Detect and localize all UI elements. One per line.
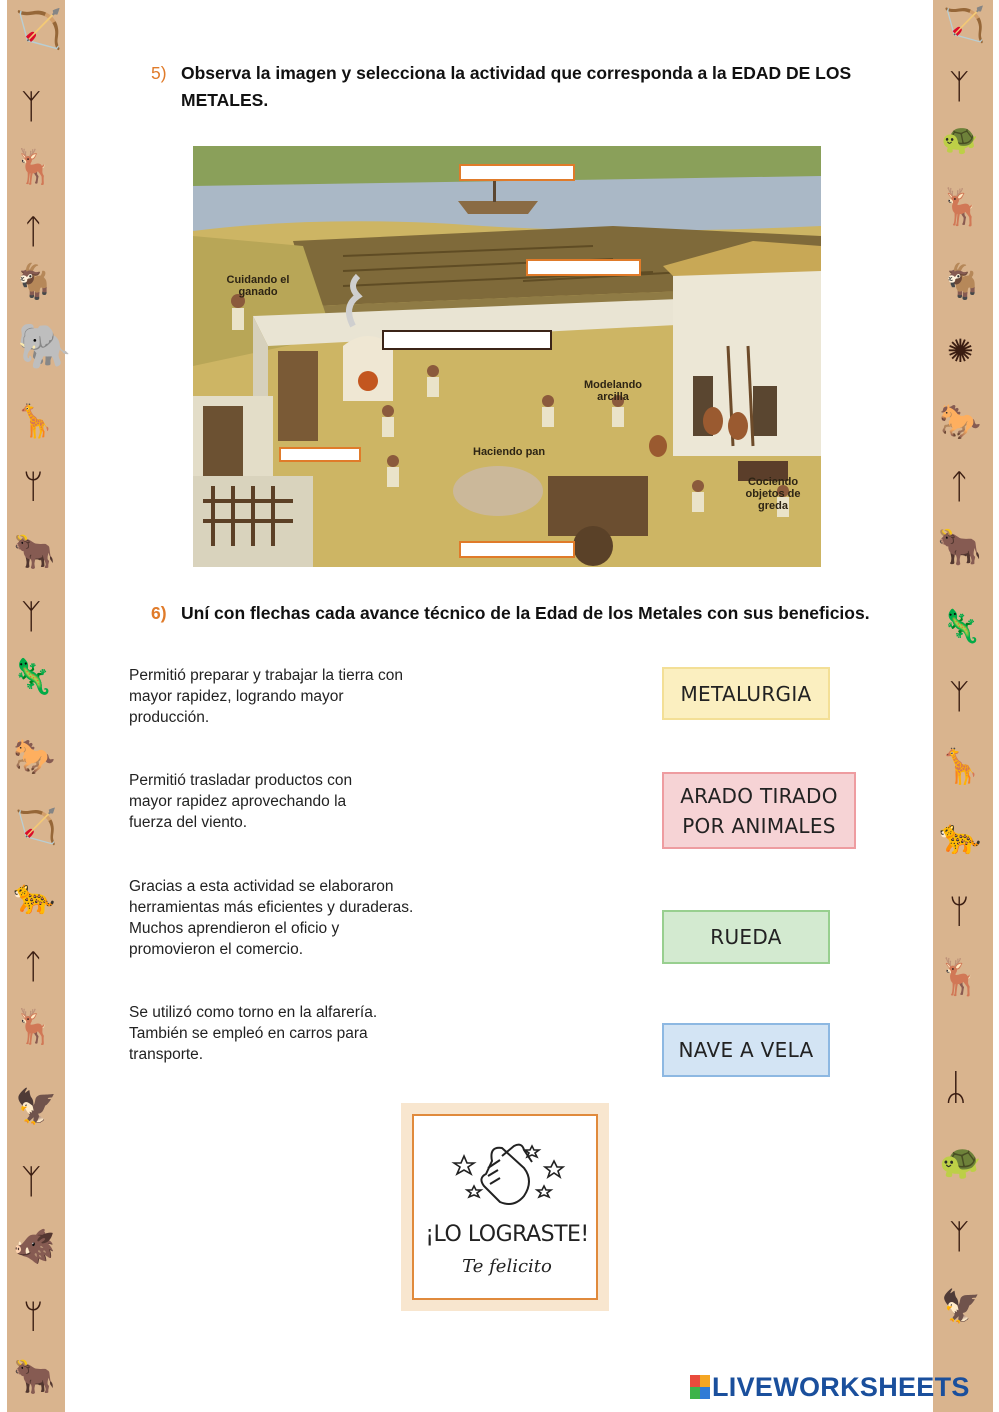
cave-animal-icon: 🐂 xyxy=(937,527,982,568)
answer-box-3[interactable] xyxy=(382,330,552,350)
cave-animal-icon: 🦒 xyxy=(15,402,55,440)
cave-bird-icon: 🦅 xyxy=(941,1287,981,1325)
cave-animal-icon: 🐂 xyxy=(13,532,56,572)
right-decorative-border xyxy=(933,0,993,1412)
liveworksheets-brand xyxy=(690,1372,970,1402)
cave-sun-icon: ✺ xyxy=(947,332,974,370)
congrats-badge-frame xyxy=(412,1114,598,1300)
tag-nave-label: NAVE A VELA xyxy=(678,1038,814,1062)
cave-mammoth-icon: 🐘 xyxy=(17,321,72,372)
tag-nave-a-vela[interactable] xyxy=(662,1023,830,1077)
cave-animal-icon: 🐆 xyxy=(939,817,982,857)
cave-figure-icon: ᛏ xyxy=(949,467,970,507)
cave-animal-icon: 🐎 xyxy=(939,402,982,442)
cave-animal-icon: 🦎 xyxy=(11,657,54,697)
cave-figure-icon: ᛉ xyxy=(949,1217,970,1257)
tag-rueda-label: RUEDA xyxy=(710,925,782,949)
cave-figure-icon: ᛉ xyxy=(21,1162,42,1202)
cave-turtle-icon: 🐢 xyxy=(941,122,979,157)
description-2: Permitió trasladar productos con mayor rapidez aprovechando la fuerza del viento. xyxy=(129,772,353,831)
cave-lizard-icon: 🦎 xyxy=(941,607,981,645)
question-5-line-1: Observa la imagen y selecciona la actividad que corresponda a la EDAD DE LOS xyxy=(181,63,852,83)
tag-arado-label-line-2: POR ANIMALES xyxy=(682,813,836,838)
description-4: Se utilizó como torno en la alfarería. También se empleó en carros para transporte. xyxy=(129,1004,378,1063)
cave-figure-icon: ᛏ xyxy=(23,212,44,252)
liveworksheets-text: LIVEWORKSHEETS xyxy=(712,1371,970,1402)
badge-sub-text: Te felicito xyxy=(462,1256,552,1277)
tag-metalurgia-label: METALURGIA xyxy=(680,681,812,706)
congrats-badge xyxy=(401,1103,609,1311)
tag-arado-tirado[interactable] xyxy=(662,772,856,849)
village-drawing xyxy=(193,146,821,567)
cave-tree-icon: ᛦ xyxy=(945,1067,967,1108)
question-5-line-2: METALES. xyxy=(181,90,269,110)
cave-figure-icon: ᛉ xyxy=(949,67,970,107)
clapping-hands-icon xyxy=(414,1116,600,1216)
label-haciendo-pan: Haciendo pan xyxy=(473,446,546,458)
cave-hunter-icon: 🏹 xyxy=(943,5,986,45)
question-5-number: 5) xyxy=(151,63,167,83)
cave-figure-icon: ᛘ xyxy=(23,467,44,507)
cave-animal-icon: 🐆 xyxy=(13,877,56,917)
label-modelando-arcilla: Modelando arcilla xyxy=(583,379,643,403)
cave-animal-icon: 🦌 xyxy=(13,1007,56,1047)
cave-animal-icon: 🦌 xyxy=(13,147,56,187)
metal-age-village-illustration xyxy=(193,146,821,567)
cave-hunter-icon: 🏹 xyxy=(15,7,63,51)
cave-animal-icon: 🐗 xyxy=(13,1227,56,1267)
cave-bird-icon: 🦅 xyxy=(15,1087,58,1127)
question-6-number: 6) xyxy=(151,603,167,623)
cave-figure-icon: ᛉ xyxy=(949,677,970,717)
cave-figure-icon: ᛉ xyxy=(21,87,42,127)
cave-animal-icon: 🦒 xyxy=(939,747,982,787)
label-cociendo-greda: Cociendo objetos de greda xyxy=(745,476,801,512)
cave-figure-icon: ᛘ xyxy=(949,892,970,932)
cave-animal-icon: 🐂 xyxy=(13,1357,56,1397)
cave-animal-icon: 🐐 xyxy=(13,262,56,302)
cave-animal-icon: 🐐 xyxy=(941,262,984,302)
answer-box-1[interactable] xyxy=(459,164,575,181)
label-cuidando-ganado: Cuidando el ganado xyxy=(226,274,290,298)
cave-figure-icon: ᛘ xyxy=(23,1297,44,1337)
tag-rueda[interactable] xyxy=(662,910,830,964)
cave-animal-icon: 🦌 xyxy=(937,957,982,998)
cave-figure-icon: ᛏ xyxy=(23,947,44,987)
tag-metalurgia[interactable] xyxy=(662,667,830,720)
cave-animal-icon: 🦌 xyxy=(939,187,984,228)
answer-box-5[interactable] xyxy=(459,541,575,558)
liveworksheets-logo-icon xyxy=(690,1375,710,1399)
question-6-text: Uní con flechas cada avance técnico de la Edad de los Metales con sus beneficios. xyxy=(181,603,870,623)
answer-box-2[interactable] xyxy=(526,259,641,276)
cave-figure-icon: ᛉ xyxy=(21,597,42,637)
left-decorative-border xyxy=(7,0,72,1412)
answer-box-4[interactable] xyxy=(279,447,361,462)
description-3: Gracias a esta actividad se elaboraron herramientas más eficientes y duraderas. Muchos aprendieron el oficio y promovieron el comercio. xyxy=(129,878,414,958)
tag-arado-label-line-1: ARADO TIRADO xyxy=(680,783,838,808)
badge-main-text: ¡LO LOGRASTE! xyxy=(425,1222,589,1247)
description-1: Permitió preparar y trabajar la tierra con mayor rapidez, logrando mayor producción. xyxy=(129,667,403,726)
cave-hunter-icon: 🏹 xyxy=(15,807,58,847)
cave-animal-icon: 🐎 xyxy=(13,737,56,777)
cave-turtle-icon: 🐢 xyxy=(939,1142,982,1182)
